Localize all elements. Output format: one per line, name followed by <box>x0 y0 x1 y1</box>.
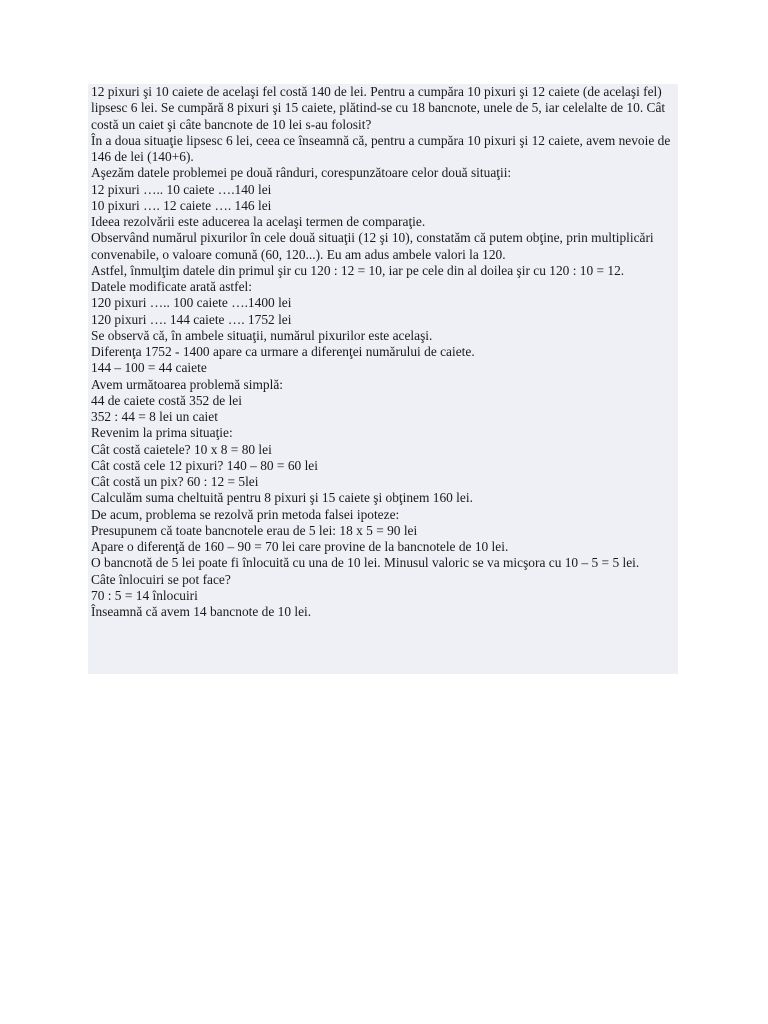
text-line: 12 pixuri ….. 10 caiete ….140 lei <box>91 181 272 197</box>
text-line: Calculăm suma cheltuită pentru 8 pixuri şi 15 caiete şi obţinem 160 lei. <box>91 490 473 506</box>
text-line: 70 : 5 = 14 înlocuiri <box>91 587 198 603</box>
text-line: În a doua situaţie lipsesc 6 lei, ceea ce înseamnă că, pentru a cumpăra 10 pixuri şi 12 caiete, avem nevoie de 146 de lei (140+6). <box>91 132 674 164</box>
text-line: De acum, problema se rezolvă prin metoda falsei ipoteze: <box>91 506 400 522</box>
text-line: Ideea rezolvării este aducerea la acelaşi termen de comparaţie. <box>91 214 426 229</box>
text-line: 44 de caiete costă 352 de lei <box>91 392 242 408</box>
text-line: Câte înlocuiri se pot face? <box>91 571 231 587</box>
text-line: 352 : 44 = 8 lei un caiet <box>91 409 218 424</box>
text-line: 120 pixuri ….. 100 caiete ….1400 lei <box>91 295 292 311</box>
text-line: Se observă că, în ambele situaţii, numărul pixurilor este acelaşi. <box>91 327 433 343</box>
text-line: Presupunem că toate bancnotele erau de 5 lei: 18 x 5 = 90 lei <box>91 522 418 538</box>
text-line: Cât costă cele 12 pixuri? 140 – 80 = 60 lei <box>91 457 318 473</box>
text-line: Apare o diferenţă de 160 – 90 = 70 lei care provine de la bancnotele de 10 lei. <box>91 539 509 554</box>
problem-solution-text <box>88 84 678 674</box>
text-line: Aşezăm datele problemei pe două rânduri, corespunzătoare celor două situaţii: <box>91 165 512 181</box>
text-line: Datele modificate arată astfel: <box>91 279 252 294</box>
text-line: 144 – 100 = 44 caiete <box>91 360 207 376</box>
text-line: 10 pixuri …. 12 caiete …. 146 lei <box>91 197 272 213</box>
text-line: Avem următoarea problemă simplă: <box>91 376 283 392</box>
text-line: Cât costă caietele? 10 x 8 = 80 lei <box>91 441 272 457</box>
text-line: Diferenţa 1752 - 1400 apare ca urmare a diferenţei numărului de caiete. <box>91 344 475 359</box>
final-answer: Înseamnă că avem 14 bancnote de 10 lei. <box>91 604 312 619</box>
text-line: Observând numărul pixurilor în cele două situaţii (12 şi 10), constatăm că putem obţine, prin multiplicări convenabile, o valoare comună (60, 120...). Eu am adus ambele valori la 120. <box>91 230 658 262</box>
text-line: 120 pixuri …. 144 caiete …. 1752 lei <box>91 311 292 327</box>
text-line: Cât costă un pix? 60 : 12 = 5lei <box>91 474 259 489</box>
text-line: O bancnotă de 5 lei poate fi înlocuită cu una de 10 lei. Minusul valoric se va micşora cu 10 – 5 = 5 lei. <box>91 555 640 571</box>
problem-statement: 12 pixuri şi 10 caiete de acelaşi fel costă 140 de lei. Pentru a cumpăra 10 pixuri şi 12 caiete (de acelaşi fel) lipsesc 6 lei. Se cumpără 8 pixuri şi 15 caiete, plătind-se cu 18 bancnote, unele de 5, iar celelalte de 10. Cât costă un caiet şi câte bancnote de 10 lei s-au folosit? <box>91 84 669 132</box>
text-line: Revenim la prima situaţie: <box>91 425 233 441</box>
text-line: Astfel, înmulţim datele din primul şir cu 120 : 12 = 10, iar pe cele din al doilea şir cu 120 : 10 = 12. <box>91 262 625 278</box>
